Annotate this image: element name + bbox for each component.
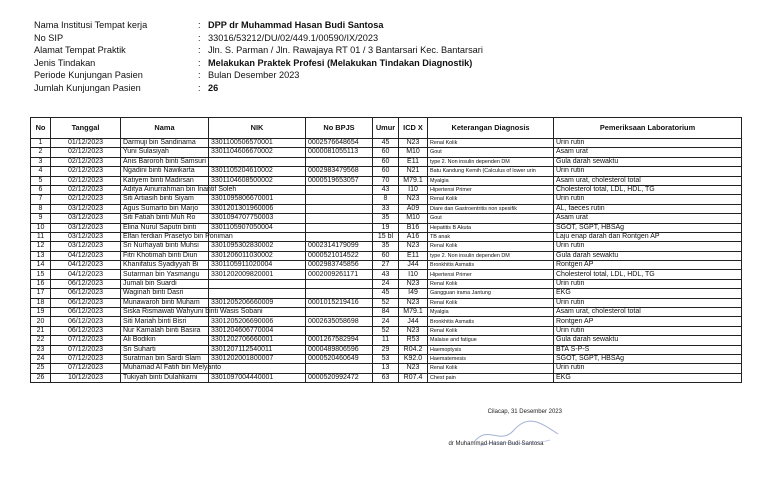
header-row [34, 44, 483, 57]
table-row [31, 270, 742, 279]
header-row [34, 32, 483, 45]
header-value: 33016/53212/DU/02/449.1/00590/IX/2023 [208, 32, 379, 43]
table-cell: Rontgen AP [554, 317, 742, 326]
table-cell: 3301207112540011 [209, 345, 306, 354]
table-cell: 0000521014522 [306, 251, 373, 260]
table-cell: Cholesterol total, LDL, HDL, TG [554, 270, 742, 279]
table-cell: Myalgia [428, 176, 554, 185]
table-cell: 06/12/2023 [51, 289, 121, 298]
table-cell: A09 [399, 204, 428, 213]
table-cell [306, 364, 373, 373]
header-label: Alamat Tempat Praktik [34, 45, 126, 56]
table-cell: type 2. Non insulin dependen DM [428, 251, 554, 260]
table-cell: 11 [373, 336, 399, 345]
table-cell: Gula darah sewaktu [554, 157, 742, 166]
table-cell: 0000520992472 [306, 373, 373, 382]
table-row [31, 185, 742, 194]
table-cell: 04/12/2023 [51, 261, 121, 270]
table-cell: 27 [373, 261, 399, 270]
table-row [31, 336, 742, 345]
table-cell: 45 [373, 289, 399, 298]
table-row [31, 354, 742, 363]
table-cell: M79.1 [399, 176, 428, 185]
table-cell [209, 279, 306, 288]
header-label: No SIP [34, 32, 64, 43]
table-cell: M10 [399, 148, 428, 157]
table-row [31, 214, 742, 223]
table-cell: 3301104606670002 [209, 148, 306, 157]
table-cell: Urin rutin [554, 326, 742, 335]
table-row [31, 373, 742, 382]
table-cell: N23 [399, 279, 428, 288]
table-cell: Nur Kamalah binti Basira [121, 326, 209, 335]
table-cell: J44 [399, 261, 428, 270]
table-cell: 3301095806670001 [209, 195, 306, 204]
table-cell: Katiyem binti Madirsan [121, 176, 209, 185]
table-cell: Batu Kandung Kemih (Calculus of lower urin [428, 167, 554, 176]
table-cell: 14 [31, 261, 51, 270]
table-cell: 60 [373, 157, 399, 166]
table-cell [306, 185, 373, 194]
table-cell: 35 [373, 242, 399, 251]
table-cell: 24 [373, 279, 399, 288]
table-cell: 52 [373, 298, 399, 307]
table-cell: 33 [373, 204, 399, 213]
table-cell: 52 [373, 326, 399, 335]
table-cell: Renal Kolik [428, 195, 554, 204]
signature-block [430, 409, 562, 447]
table-cell: 6 [31, 185, 51, 194]
table-cell: Muhamad Al Fatih bin Melyanto [121, 364, 209, 373]
table-cell: 0000489806596 [306, 345, 373, 354]
table-cell: 3301105907050004 [209, 223, 306, 232]
header-colon: : [198, 82, 201, 93]
table-cell: 53 [373, 354, 399, 363]
table-row [31, 139, 742, 148]
table-cell: Hepatitis B Akuta [428, 223, 554, 232]
table-cell: Renal Kolik [428, 326, 554, 335]
table-cell: 15 bl [373, 232, 399, 241]
table-cell: Renal Kolik [428, 298, 554, 307]
table-cell: 0000519653057 [306, 176, 373, 185]
table-cell: Asam urat [554, 214, 742, 223]
table-cell: 0002314179099 [306, 242, 373, 251]
table-cell: N23 [399, 242, 428, 251]
table-cell: Siti Mariah binti Bisri [121, 317, 209, 326]
table-cell: TB anak [428, 232, 554, 241]
table-cell: Diare dan Gastroentritis non spesifik [428, 204, 554, 213]
table-cell: 06/12/2023 [51, 308, 121, 317]
table-cell: Jumali bin Suardi [121, 279, 209, 288]
table-row [31, 157, 742, 166]
table-cell: 03/12/2023 [51, 242, 121, 251]
table-row [31, 298, 742, 307]
table-cell: Renal Kolik [428, 242, 554, 251]
table-cell: Gout [428, 148, 554, 157]
place-date: Cilacap, 31 Desember 2023 [487, 409, 562, 415]
table-row [31, 167, 742, 176]
table-cell: 3301205206690006 [209, 317, 306, 326]
table-cell: 3 [31, 157, 51, 166]
table-cell: 8 [31, 204, 51, 213]
table-cell: Gula darah sewaktu [554, 251, 742, 260]
table-cell: 13 [373, 364, 399, 373]
column-header: Keterangan Diagnosis [428, 118, 554, 139]
table-cell: 03/12/2023 [51, 232, 121, 241]
header-colon: : [198, 32, 201, 43]
table-cell: Laju enap darah dan Rontgen AP [554, 232, 742, 241]
table-cell: 18 [31, 298, 51, 307]
header-colon: : [198, 57, 201, 68]
table-cell: Darmuji bin Sandinama [121, 139, 209, 148]
table-cell: N21 [399, 167, 428, 176]
table-cell: 25 [31, 364, 51, 373]
table-row [31, 242, 742, 251]
table-cell: Urin rutin [554, 279, 742, 288]
table-cell: Renal Kolik [428, 364, 554, 373]
table-cell: Myalgia [428, 308, 554, 317]
table-cell: 04/12/2023 [51, 251, 121, 260]
column-header: Pemeriksaan Laboratorium [554, 118, 742, 139]
table-cell: 0002009261171 [306, 270, 373, 279]
header-row [34, 82, 483, 95]
column-header: Umur [373, 118, 399, 139]
table-cell: 84 [373, 308, 399, 317]
table-cell: I10 [399, 185, 428, 194]
table-cell: 35 [373, 214, 399, 223]
table-cell: M79.1 [399, 308, 428, 317]
table-cell: 19 [373, 223, 399, 232]
table-cell: 03/12/2023 [51, 214, 121, 223]
table-cell: 1 [31, 139, 51, 148]
table-row [31, 232, 742, 241]
table-cell: Bronkhitis Asmatis [428, 261, 554, 270]
table-cell: 11 [31, 232, 51, 241]
table-cell: EKG [554, 289, 742, 298]
table-cell: 01/12/2023 [51, 139, 121, 148]
table-cell: 02/12/2023 [51, 195, 121, 204]
header-row [34, 57, 483, 70]
table-row [31, 261, 742, 270]
table-cell: Chest pain [428, 373, 554, 382]
table-cell: 06/12/2023 [51, 317, 121, 326]
table-cell: 06/12/2023 [51, 326, 121, 335]
table-cell: J44 [399, 317, 428, 326]
table-cell: Siti Artiasih binti Siyam [121, 195, 209, 204]
table-cell: 0002983745856 [306, 261, 373, 270]
table-cell [209, 157, 306, 166]
table-cell: 0002635058698 [306, 317, 373, 326]
table-cell: 17 [31, 289, 51, 298]
table-cell: Anis Baroroh binti Samsuri [121, 157, 209, 166]
header-row [34, 69, 483, 82]
table-cell: 02/12/2023 [51, 167, 121, 176]
table-cell: 0002576648654 [306, 139, 373, 148]
table-cell: N23 [399, 139, 428, 148]
table-cell [306, 279, 373, 288]
table-cell: 3301202001800007 [209, 354, 306, 363]
table-cell: AL, faeces rutin [554, 204, 742, 213]
table-cell: Munawaroh binti Muham [121, 298, 209, 307]
header-colon: : [198, 20, 201, 30]
table-cell: 3301205206660009 [209, 298, 306, 307]
table-cell: R53 [399, 336, 428, 345]
table-cell: 0002983479568 [306, 167, 373, 176]
table-cell: 16 [31, 279, 51, 288]
table-cell: Gangguan irama Jantung [428, 289, 554, 298]
table-cell: B16 [399, 223, 428, 232]
header-colon: : [198, 70, 201, 81]
table-cell: Elina Nurul Saputri binti [121, 223, 209, 232]
table-cell: Fitri Khotimah binti Diun [121, 251, 209, 260]
table-cell: Khanifatus Syadiyyah Bi [121, 261, 209, 270]
table-cell: 60 [373, 148, 399, 157]
table-row [31, 308, 742, 317]
table-cell: E11 [399, 251, 428, 260]
table-cell: EKG [554, 373, 742, 382]
table-cell: Sri Nurhayati binti Muhsi [121, 242, 209, 251]
header-colon: : [198, 45, 201, 56]
table-cell: 24 [31, 354, 51, 363]
table-cell: 07/12/2023 [51, 336, 121, 345]
table-cell: Cholesterol total, LDL, HDL, TG [554, 185, 742, 194]
table-cell: 20 [31, 317, 51, 326]
table-row [31, 317, 742, 326]
table-cell: Hipertensi Primer [428, 185, 554, 194]
report-header [34, 19, 483, 95]
table-cell: 8 [373, 195, 399, 204]
column-header: ICD X [399, 118, 428, 139]
header-value: Jln. S. Parman / Jln. Rawajaya RT 01 / 3 Bantarsari Kec. Bantarsari [208, 45, 483, 56]
column-header: No [31, 118, 51, 139]
table-cell: Asam urat, cholesterol total [554, 176, 742, 185]
table-cell: Rontgen AP [554, 261, 742, 270]
table-cell: 3301104608500002 [209, 176, 306, 185]
table-cell: 3301105911020004 [209, 261, 306, 270]
table-cell: 0001267582994 [306, 336, 373, 345]
table-cell [209, 364, 306, 373]
table-cell: SGOT, SGPT, HBSAg [554, 354, 742, 363]
column-header: No BPJS [306, 118, 373, 139]
table-cell [306, 204, 373, 213]
table-cell: 0001015219416 [306, 298, 373, 307]
table-cell: Renal Kolik [428, 279, 554, 288]
table-cell: Siska Rismawati Wahyuni binti Wasis Sobani [121, 308, 209, 317]
table-cell: 3301202009820001 [209, 270, 306, 279]
header-label: Jenis Tindakan [34, 57, 96, 68]
table-cell: Hipertensi Primer [428, 270, 554, 279]
table-row [31, 176, 742, 185]
header-label: Jumlah Kunjungan Pasien [34, 82, 141, 93]
table-cell: Haemoptysis [428, 345, 554, 354]
table-cell: 07/12/2023 [51, 345, 121, 354]
table-cell: 0000520460649 [306, 354, 373, 363]
table-cell: Suratman bin Sardi Slam [121, 354, 209, 363]
table-cell: 06/12/2023 [51, 298, 121, 307]
table-cell: 2 [31, 148, 51, 157]
table-cell: 03/12/2023 [51, 223, 121, 232]
table-cell: 15 [31, 270, 51, 279]
table-cell: 3301097004440001 [209, 373, 306, 382]
patient-visit-table [30, 117, 742, 383]
table-cell: Urin rutin [554, 364, 742, 373]
table-row [31, 364, 742, 373]
table-cell: Asam urat [554, 148, 742, 157]
table-cell: 5 [31, 176, 51, 185]
table-cell: SGOT, SGPT, HBSAg [554, 223, 742, 232]
header-label: Periode Kunjungan Pasien [34, 70, 143, 81]
table-row [31, 279, 742, 288]
table-cell: 4 [31, 167, 51, 176]
table-cell: 02/12/2023 [51, 185, 121, 194]
table-cell: 45 [373, 139, 399, 148]
table-cell: 3301095302830002 [209, 242, 306, 251]
table-cell: N23 [399, 364, 428, 373]
table-cell: N23 [399, 298, 428, 307]
table-row [31, 195, 742, 204]
table-cell: 3301204606770004 [209, 326, 306, 335]
table-cell: 02/12/2023 [51, 176, 121, 185]
table-cell: N23 [399, 326, 428, 335]
table-cell: 04/12/2023 [51, 270, 121, 279]
table-cell: 06/12/2023 [51, 279, 121, 288]
table-cell: 3301094707750003 [209, 214, 306, 223]
table-cell: Ali Bodikin [121, 336, 209, 345]
table-cell [306, 195, 373, 204]
table-cell: 3301202706660001 [209, 336, 306, 345]
table-cell: R07.4 [399, 373, 428, 382]
table-cell: Waginah binti Dasri [121, 289, 209, 298]
table-cell: A16 [399, 232, 428, 241]
table-cell: 10 [31, 223, 51, 232]
table-row [31, 148, 742, 157]
table-cell: I10 [399, 270, 428, 279]
table-cell: K92.0 [399, 354, 428, 363]
table-cell: 3301100506570001 [209, 139, 306, 148]
table-cell: BTA S-P-S [554, 345, 742, 354]
table-cell: 0000081055113 [306, 148, 373, 157]
table-cell: Siti Fatiah binti Muh Ro [121, 214, 209, 223]
table-cell: 10/12/2023 [51, 373, 121, 382]
table-cell [306, 232, 373, 241]
table-cell [306, 308, 373, 317]
table-cell: N23 [399, 195, 428, 204]
table-cell [306, 214, 373, 223]
table-row [31, 204, 742, 213]
table-row [31, 251, 742, 260]
table-row [31, 289, 742, 298]
table-cell: Haematemesis [428, 354, 554, 363]
table-cell: Renal Kolik [428, 139, 554, 148]
table-cell: 9 [31, 214, 51, 223]
table-cell: 3301201301960006 [209, 204, 306, 213]
table-cell: Ngadini binti Nawikarta [121, 167, 209, 176]
table-cell: Urin rutin [554, 167, 742, 176]
header-value: Bulan Desember 2023 [208, 70, 300, 81]
table-row [31, 326, 742, 335]
table-cell: 19 [31, 308, 51, 317]
header-value: 26 [208, 82, 219, 93]
table-cell: 02/12/2023 [51, 157, 121, 166]
table-cell: 02/12/2023 [51, 148, 121, 157]
table-cell: 60 [373, 251, 399, 260]
table-cell: Urin rutin [554, 242, 742, 251]
table-cell: 12 [31, 242, 51, 251]
header-row [34, 19, 483, 32]
table-cell: Sri Suharti [121, 345, 209, 354]
table-cell [209, 289, 306, 298]
table-cell: 3301105204610002 [209, 167, 306, 176]
table-cell: Urin rutin [554, 139, 742, 148]
table-cell: Tukiyah binti Dulahkarni [121, 373, 209, 382]
table-cell: 29 [373, 345, 399, 354]
table-cell: 26 [31, 373, 51, 382]
table-cell: Gula darah sewaktu [554, 336, 742, 345]
column-header: Tanggal [51, 118, 121, 139]
table-cell: I49 [399, 289, 428, 298]
table-cell: 21 [31, 326, 51, 335]
table-cell [306, 326, 373, 335]
table-cell: type 2. Non insulin dependen DM [428, 157, 554, 166]
table-cell: Bronkhitis Asmatis [428, 317, 554, 326]
table-cell: Malaise and fatigue [428, 336, 554, 345]
header-value: Melakukan Praktek Profesi (Melakukan Tindakan Diagnostik) [208, 57, 473, 68]
column-header: Nama [121, 118, 209, 139]
table-cell: M10 [399, 214, 428, 223]
table-cell: Urin rutin [554, 195, 742, 204]
table-cell: Sutarman bin Yasmangu [121, 270, 209, 279]
table-cell: 70 [373, 176, 399, 185]
table-cell: Urin rutin [554, 298, 742, 307]
table-cell: 43 [373, 270, 399, 279]
table-cell: 43 [373, 185, 399, 194]
table-cell: Aditya Ainurrahman bin Inantif Soleh [121, 185, 209, 194]
table-cell: E11 [399, 157, 428, 166]
table-cell: Agus Sumarto bin Marjo [121, 204, 209, 213]
signature-name: dr Muhammad Hasan Budi Santosa [448, 441, 544, 447]
table-cell: 07/12/2023 [51, 364, 121, 373]
table-row [31, 223, 742, 232]
table-cell [306, 223, 373, 232]
table-cell: 13 [31, 251, 51, 260]
table-cell: 23 [31, 345, 51, 354]
header-label: Nama Institusi Tempat kerja [34, 20, 148, 30]
table-header-row [31, 118, 742, 139]
table-cell: 63 [373, 373, 399, 382]
table-cell: Elfan ferdian Prasetyo bin Poniman [121, 232, 209, 241]
table-cell: 22 [31, 336, 51, 345]
table-cell [306, 157, 373, 166]
table-cell: R04.2 [399, 345, 428, 354]
table-cell: 60 [373, 167, 399, 176]
table-cell [306, 289, 373, 298]
table-row [31, 345, 742, 354]
table-cell: 07/12/2023 [51, 354, 121, 363]
table-cell: Gout [428, 214, 554, 223]
column-header: NIK [209, 118, 306, 139]
table-cell: Asam urat, cholesterol total [554, 308, 742, 317]
table-cell: 03/12/2023 [51, 204, 121, 213]
table-cell: 3301206011030002 [209, 251, 306, 260]
table-cell: 24 [373, 317, 399, 326]
table-cell: Yuni Sulasiyah [121, 148, 209, 157]
table-cell: 7 [31, 195, 51, 204]
header-value: DPP dr Muhammad Hasan Budi Santosa [208, 20, 384, 30]
